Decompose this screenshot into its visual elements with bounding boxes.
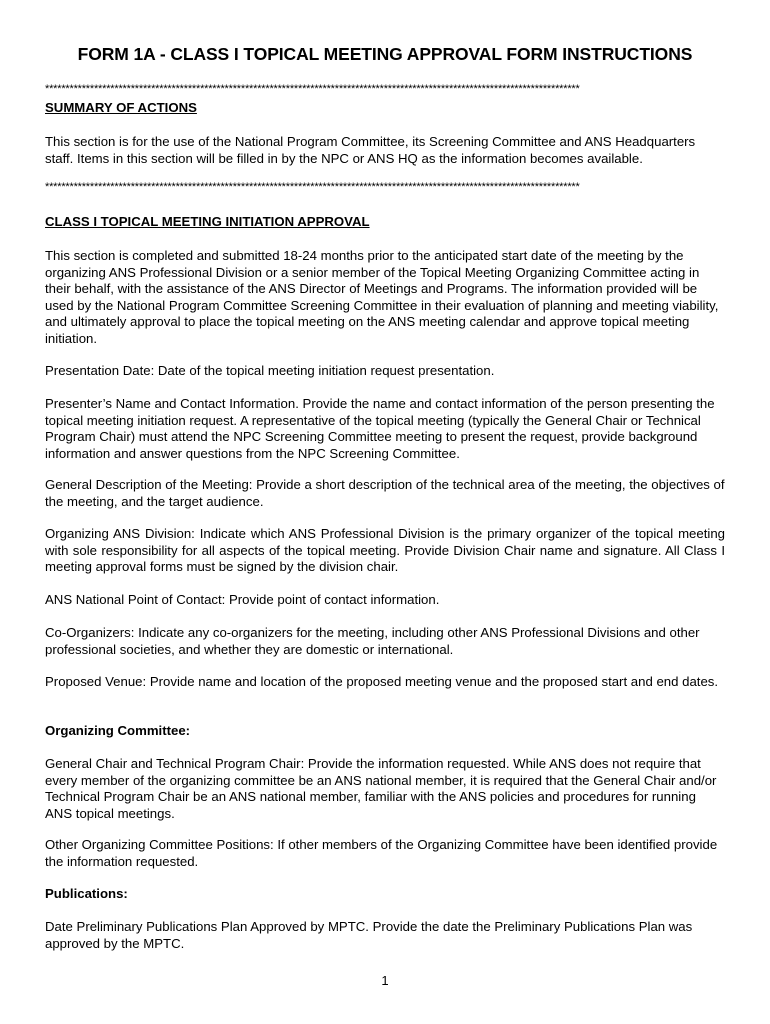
- chairs-text: General Chair and Technical Program Chair: Provide the information requested. While ANS does not require that every member of the organizing committee be an ANS national member, it is required that the General Chair and/or Technical Program Chair be an ANS national member, familiar with the ANS policies and procedures for running ANS topical meetings.: [45, 756, 717, 821]
- page-title: FORM 1A - CLASS I TOPICAL MEETING APPROVAL FORM INSTRUCTIONS: [77, 44, 693, 64]
- other-positions-text: Other Organizing Committee Positions: If other members of the Organizing Committee have been identified provide the information requested.: [45, 837, 718, 869]
- summary-text: This section is for the use of the National Program Committee, its Screening Committee and ANS Headquarters staff. Items in this section will be filled in by the NPC or ANS HQ as the information becomes available.: [45, 134, 696, 166]
- initiation-intro: This section is completed and submitted 18-24 months prior to the anticipated start date of the meeting by the organizing ANS Professional Division or a senior member of the Topical Meeting Organizing Committee acting in their behalf, with the assistance of the ANS Director of Meetings and Programs. The information provided will be used by the National Program Committee Screening Committee in their evaluation of planning and meeting viability, and ultimately approval to place the topical meeting on the ANS meeting calendar and approve topical meeting initiation.: [45, 248, 719, 346]
- organizing-committee-heading: Organizing Committee:: [45, 723, 191, 738]
- publications-heading: Publications:: [45, 886, 128, 901]
- presenter-text: Presenter’s Name and Contact Information. Provide the name and contact information of the person presenting the topical meeting initiation request. A representative of the topical meeting (typically the General Chair or Technical Program Chair) must attend the NPC Screening Committee meeting to present the request, provide background information and answer questions from the NPC Screening Committee.: [45, 396, 715, 461]
- summary-heading: SUMMARY OF ACTIONS: [45, 100, 197, 115]
- separator-bottom: ***********************************************************************************************************************************: [45, 181, 580, 193]
- initiation-heading: CLASS I TOPICAL MEETING INITIATION APPROVAL: [45, 214, 370, 229]
- organizing-division-text: Organizing ANS Division: Indicate which ANS Professional Division is the primary organizer of the topical meeting with sole responsibility for all aspects of the topical meeting. Provide Division Chair name and signature. All Class I meeting approval forms must be signed by the division chair.: [45, 526, 725, 574]
- general-description-text: General Description of the Meeting: Provide a short description of the technical area of the meeting, the objectives of the meeting, and the target audience.: [45, 477, 725, 509]
- proposed-venue-text: Proposed Venue: Provide name and location of the proposed meeting venue and the proposed start and end dates.: [45, 674, 719, 689]
- separator-top: ***********************************************************************************************************************************: [45, 83, 580, 95]
- co-organizers-text: Co-Organizers: Indicate any co-organizers for the meeting, including other ANS Professional Divisions and other professional societies, and whether they are domestic or international.: [45, 625, 700, 657]
- page-number: 1: [381, 973, 389, 988]
- point-of-contact-text: ANS National Point of Contact: Provide point of contact information.: [45, 592, 440, 607]
- presentation-date-text: Presentation Date: Date of the topical meeting initiation request presentation.: [45, 363, 495, 378]
- preliminary-plan-text: Date Preliminary Publications Plan Approved by MPTC. Provide the date the Preliminary Publications Plan was approved by the MPTC.: [45, 919, 693, 951]
